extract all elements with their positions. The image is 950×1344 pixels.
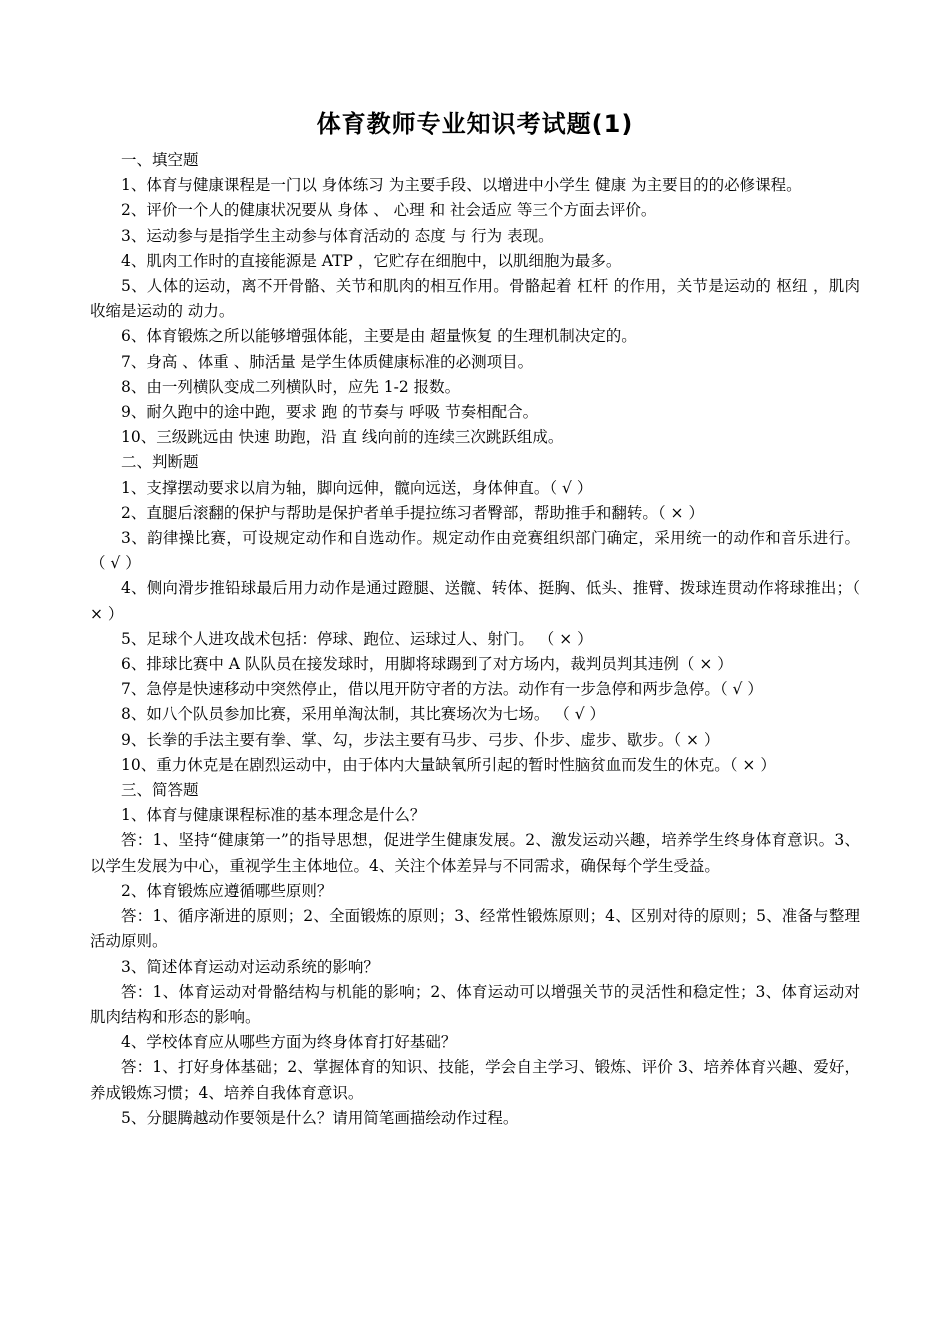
short-answer-answer: 答：1、体育运动对骨骼结构与机能的影响；2、体育运动可以增强关节的灵活性和稳定性；3、体育运动对肌肉结构和形态的影响。 (90, 982, 860, 1026)
section-heading-short-answer: 三、简答题 (121, 781, 199, 800)
true-false-item: 3、韵律操比赛，可设规定动作和自选动作。规定动作由竞赛组织部门确定，采用统一的动作和音乐进行。 （ √ ） (90, 529, 860, 573)
fill-blank-item: 8、由一列横队变成二列横队时，应先 1-2 报数。 (121, 377, 461, 396)
true-false-item: 9、长拳的手法主要有拳、掌、勾，步法主要有马步、弓步、仆步、虚步、歇步。（ × ） (121, 730, 720, 749)
section-heading-fill-blank: 一、填空题 (121, 151, 199, 169)
short-answer-answer: 答：1、循序渐进的原则；2、全面锻炼的原则；3、经常性锻炼原则；4、区别对待的原则；5、准备与整理活动原则。 (90, 907, 860, 951)
true-false-item: 7、急停是快速移动中突然停止，借以甩开防守者的方法。动作有一步急停和两步急停。（ √ ） (121, 680, 763, 699)
true-false-item: 2、直腿后滚翻的保护与帮助是保护者单手提拉练习者臀部，帮助推手和翻转。（ × ） (121, 503, 704, 522)
true-false-item: 1、支撑摆动要求以肩为轴，脚向远伸，髋向远送，身体伸直。（ √ ） (121, 478, 593, 497)
document-body (90, 148, 860, 1131)
short-answer-question: 1、体育与健康课程标准的基本理念是什么？ (121, 806, 426, 825)
true-false-item: 10、重力休克是在剧烈运动中，由于体内大量缺氧所引起的暂时性脑贫血而发生的休克。（ × ） (121, 755, 776, 774)
fill-blank-item: 1、体育与健康课程是一门以 身体练习 为主要手段、以增进中小学生 健康 为主要目的的必修课程。 (121, 176, 802, 195)
short-answer-question: 2、体育锻炼应遵循哪些原则？ (121, 881, 333, 900)
section-heading-true-false: 二、判断题 (121, 453, 199, 472)
true-false-item: 4、侧向滑步推铅球最后用力动作是通过蹬腿、送髋、转体、挺胸、低头、推臂、拨球连贯动作将球推出；（ × ） (90, 579, 860, 623)
short-answer-question: 5、分腿腾越动作要领是什么？请用简笔画描绘动作过程。 (121, 1108, 519, 1127)
fill-blank-item: 10、三级跳远由 快速 助跑，沿 直 线向前的连续三次跳跃组成。 (121, 428, 564, 447)
fill-blank-item: 4、肌肉工作时的直接能源是 ATP ，它贮存在细胞中，以肌细胞为最多。 (121, 251, 622, 270)
fill-blank-item: 3、运动参与是指学生主动参与体育活动的 态度 与 行为 表现。 (121, 226, 554, 245)
fill-blank-item: 7、身高 、体重 、肺活量 是学生体质健康标准的必测项目。 (121, 352, 534, 371)
true-false-item: 8、如八个队员参加比赛，采用单淘汰制，其比赛场次为七场。 （ √ ） (121, 705, 606, 724)
document-title: 体育教师专业知识考试题(1) (316, 110, 634, 138)
fill-blank-item: 2、评价一个人的健康状况要从 身体 、 心理 和 社会适应 等三个方面去评价。 (121, 201, 657, 220)
short-answer-question: 3、简述体育运动对运动系统的影响？ (121, 957, 379, 976)
fill-blank-item: 9、耐久跑中的途中跑，要求 跑 的节奏与 呼吸 节奏相配合。 (121, 403, 539, 422)
short-answer-answer: 答：1、坚持“健康第一”的指导思想，促进学生健康发展。2、激发运动兴趣，培养学生终身体育意识。3、以学生发展为中心，重视学生主体地位。4、关注个体差异与不同需求，确保每个学生受益。 (90, 831, 860, 875)
short-answer-question: 4、学校体育应从哪些方面为终身体育打好基础？ (121, 1033, 457, 1052)
true-false-item: 5、足球个人进攻战术包括：停球、跑位、运球过人、射门。 （ × ） (121, 629, 593, 648)
fill-blank-item: 5、人体的运动，离不开骨骼、关节和肌肉的相互作用。骨骼起着 杠杆 的作用，关节是运动的 枢纽 ，肌肉收缩是运动的 动力。 (90, 277, 860, 321)
fill-blank-item: 6、体育锻炼之所以能够增强体能，主要是由 超量恢复 的生理机制决定的。 (121, 327, 637, 346)
short-answer-answer: 答：1、打好身体基础；2、掌握体育的知识、技能，学会自主学习、锻炼、评价 3、培养体育兴趣、爱好，养成锻炼习惯；4、培养自我体育意识。 (90, 1058, 860, 1102)
true-false-item: 6、排球比赛中 A 队队员在接发球时，用脚将球踢到了对方场内，裁判员判其违例（ × ） (121, 655, 733, 674)
